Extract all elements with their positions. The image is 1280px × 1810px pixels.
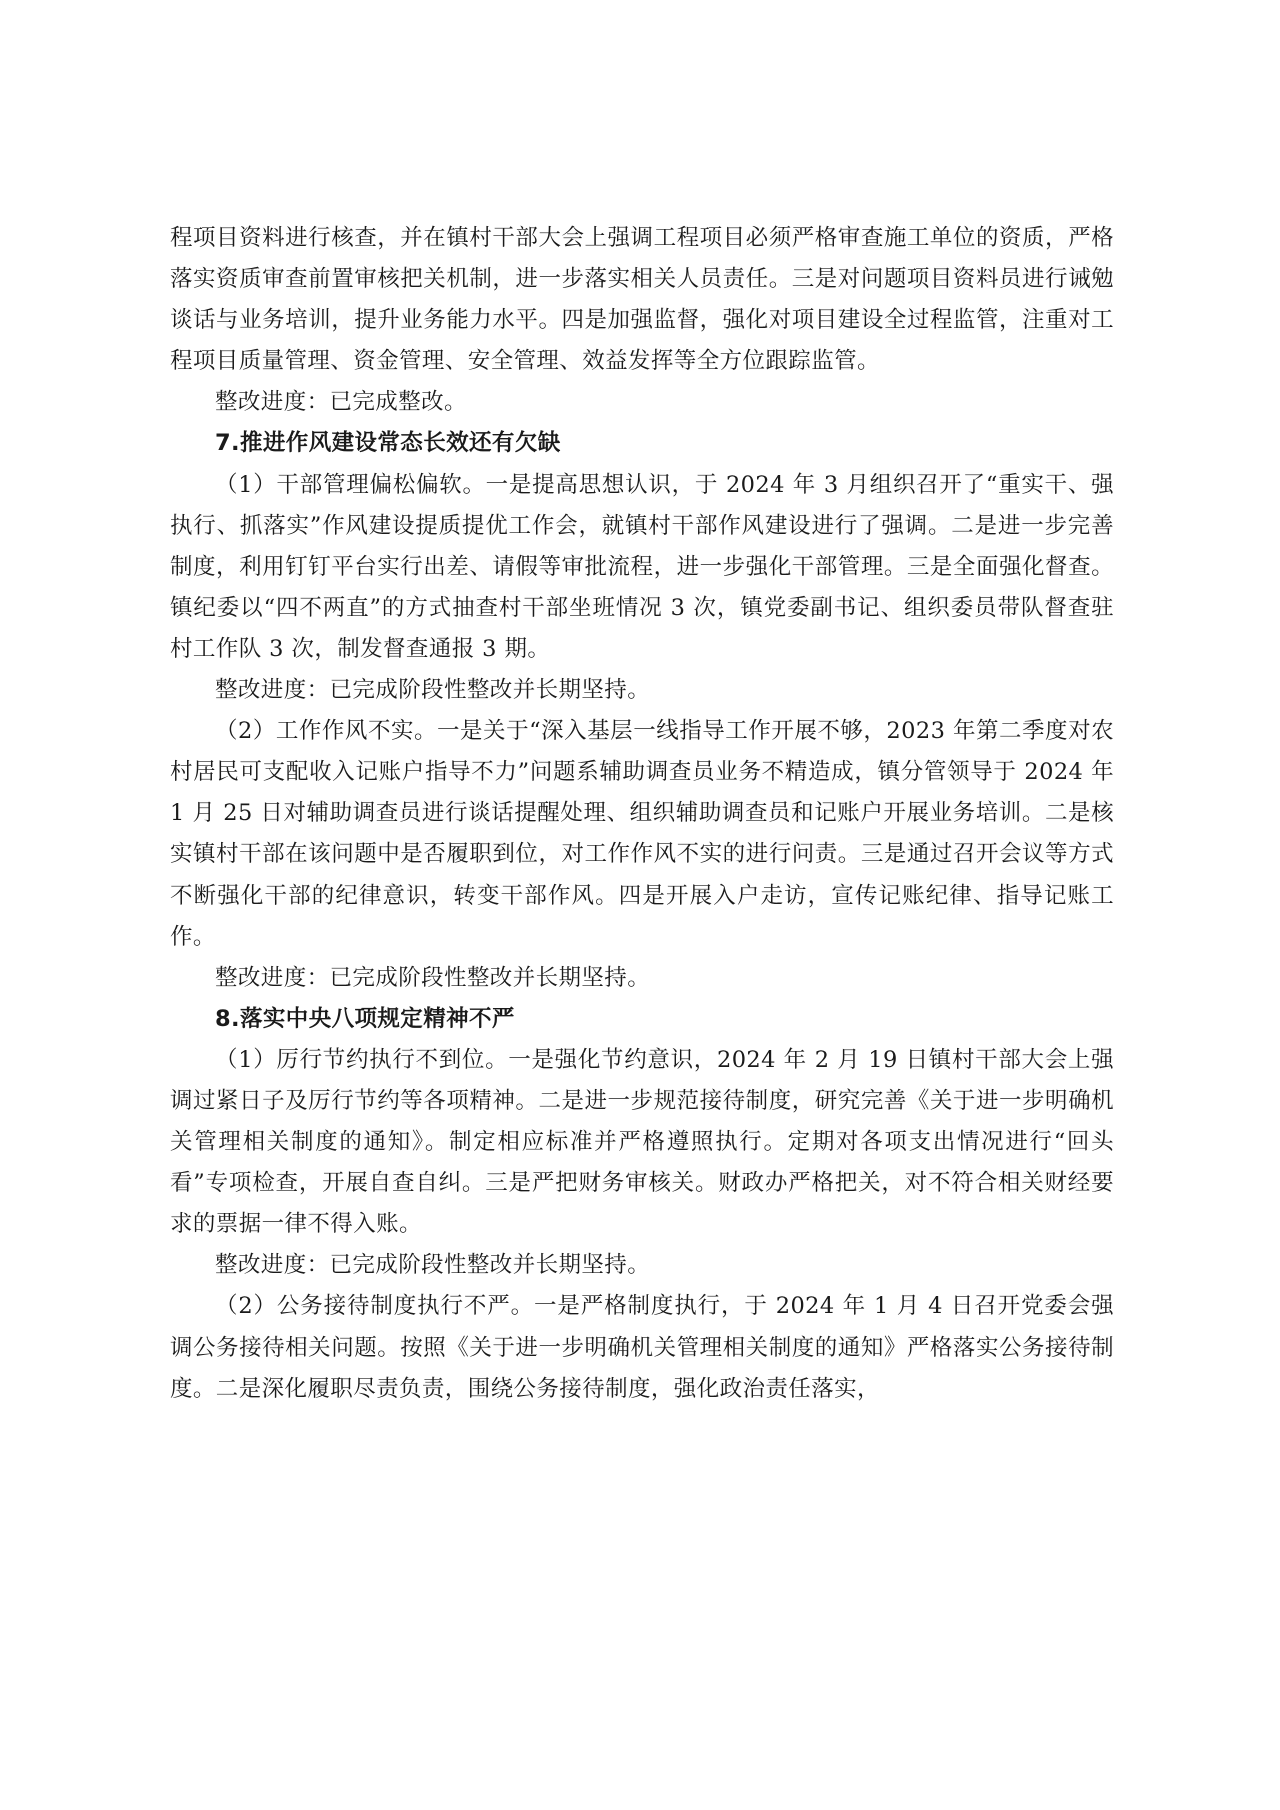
section-heading-8: 8.落实中央八项规定精神不严 bbox=[215, 1005, 515, 1032]
paragraph-continuation: 程项目资料进行核查，并在镇村干部大会上强调工程项目必须严格审查施工单位的资质，严格落实资质审查前置审核把关机制，进一步落实相关人员责任。三是对问题项目资料员进行诫勉谈话与业务培训，提升业务能力水平。四是加强监督，强化对项目建设全过程监管，注重对工程项目质量管理、资金管理、安全管理、效益发挥等全方位跟踪监管。 bbox=[170, 225, 1114, 375]
paragraph-work-style: （2）工作作风不实。一是关于“深入基层一线指导工作开展不够，2023 年第二季度对农村居民可支配收入记账户指导不力”问题系辅助调查员业务不精造成，镇分管领导于 2024 年 1 月 25 日对辅助调查员进行谈话提醒处理、组织辅助调查员和记账户开展业务培训。二是核实镇村干部在该问题中是否履职到位，对工作作风不实的进行问责。三是通过召开会议等方式不断强化干部的纪律意识，转变干部作风。四是开展入户走访，宣传记账纪律、指导记账工作。 bbox=[170, 718, 1114, 950]
section-heading-7: 7.推进作风建设常态长效还有欠缺 bbox=[215, 430, 561, 457]
paragraph-cadre-management: （1）干部管理偏松偏软。一是提高思想认识，于 2024 年 3 月组织召开了“重实干、强执行、抓落实”作风建设提质提优工作会，就镇村干部作风建设进行了强调。二是进一步完善制度，利用钉钉平台实行出差、请假等审批流程，进一步强化干部管理。三是全面强化督查。镇纪委以“四不两直”的方式抽查村干部坐班情况 3 次，镇党委副书记、组织委员带队督查驻村工作队 3 次，制发督查通报 3 期。 bbox=[170, 471, 1114, 662]
rectification-progress: 整改进度：已完成阶段性整改并长期坚持。 bbox=[215, 964, 651, 991]
rectification-progress: 整改进度：已完成整改。 bbox=[215, 389, 467, 416]
paragraph-frugality: （1）厉行节约执行不到位。一是强化节约意识，2024 年 2 月 19 日镇村干部大会上强调过紧日子及厉行节约等各项精神。二是进一步规范接待制度，研究完善《关于进一步明确机关管理相关制度的通知》。制定相应标准并严格遵照执行。定期对各项支出情况进行“回头看”专项检查，开展自查自纠。三是严把财务审核关。财政办严格把关，对不符合相关财经要求的票据一律不得入账。 bbox=[170, 1046, 1114, 1238]
document-body bbox=[170, 218, 1114, 1410]
rectification-progress: 整改进度：已完成阶段性整改并长期坚持。 bbox=[215, 1252, 651, 1279]
paragraph-official-reception: （2）公务接待制度执行不严。一是严格制度执行，于 2024 年 1 月 4 日召开党委会强调公务接待相关问题。按照《关于进一步明确机关管理相关制度的通知》严格落实公务接待制度。二是深化履职尽责负责，围绕公务接待制度，强化政治责任落实， bbox=[170, 1293, 1114, 1402]
rectification-progress: 整改进度：已完成阶段性整改并长期坚持。 bbox=[215, 677, 651, 704]
